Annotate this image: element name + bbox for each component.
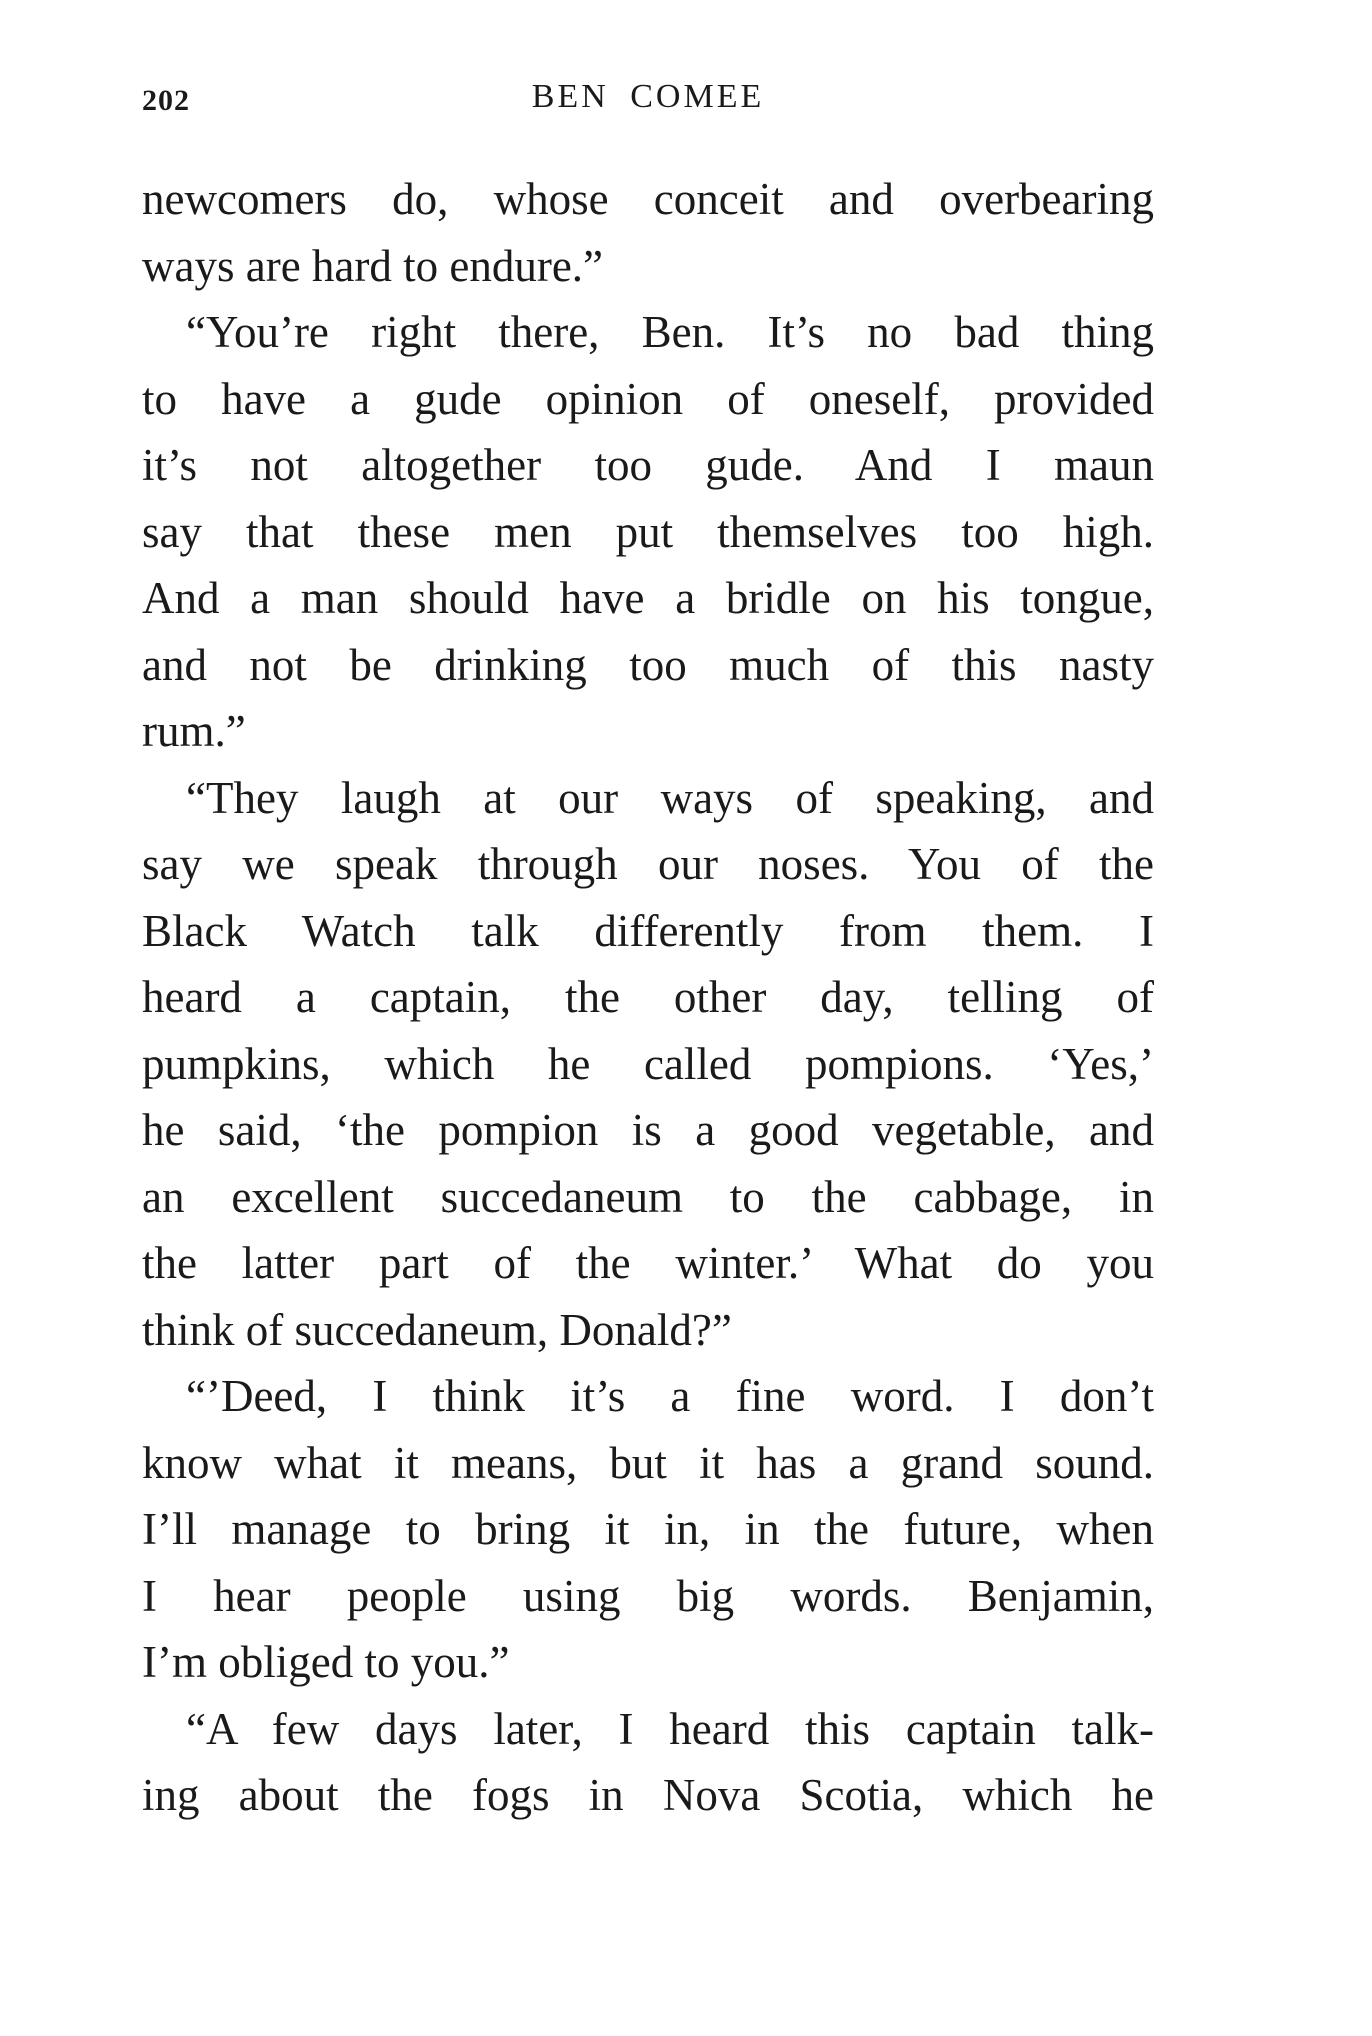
running-head — [142, 78, 1154, 118]
text-line: And a man should have a bridle on his tongue, — [142, 573, 1154, 623]
text-line: and not be drinking too much of this nasty — [142, 639, 1154, 690]
text-line: heard a captain, the other day, telling of — [142, 972, 1154, 1022]
text-line: “You’re right there, Ben. It’s no bad thing — [186, 307, 1154, 357]
text-line: I’ll manage to bring it in, in the future, when — [142, 1504, 1154, 1554]
text-line: ways are hard to endure.” — [142, 240, 604, 291]
text-line: “They laugh at our ways of speaking, and — [186, 772, 1154, 823]
text-line: “A few days later, I heard this captain talk- — [186, 1703, 1154, 1754]
text-line: the latter part of the winter.’ What do you — [142, 1238, 1154, 1288]
text-line: Black Watch talk differently from them. I — [142, 905, 1154, 956]
page-number: 202 — [142, 84, 190, 117]
text-line: I’m obliged to you.” — [142, 1637, 510, 1687]
text-line: it’s not altogether too gude. And I maun — [142, 440, 1154, 490]
text-line: he said, ‘the pompion is a good vegetable, and — [142, 1105, 1154, 1155]
text-line: know what it means, but it has a grand sound. — [142, 1437, 1154, 1488]
text-line: rum.” — [142, 706, 246, 756]
text-line: think of succedaneum, Donald?” — [142, 1304, 732, 1355]
body-text — [142, 166, 1154, 1829]
text-line: say we speak through our noses. You of the — [142, 839, 1154, 889]
text-line: pumpkins, which he called pompions. ‘Yes,’ — [142, 1038, 1154, 1089]
text-line: I hear people using big words. Benjamin, — [142, 1570, 1154, 1621]
text-line: to have a gude opinion of oneself, provided — [142, 373, 1154, 424]
text-line: ing about the fogs in Nova Scotia, which he — [142, 1770, 1154, 1820]
text-line: an excellent succedaneum to the cabbage, in — [142, 1171, 1154, 1222]
text-line: “’Deed, I think it’s a fine word. I don’t — [186, 1371, 1154, 1421]
text-line: say that these men put themselves too high. — [142, 506, 1154, 557]
book-title: BEN COMEE — [531, 78, 765, 115]
text-line: newcomers do, whose conceit and overbearing — [142, 174, 1154, 224]
